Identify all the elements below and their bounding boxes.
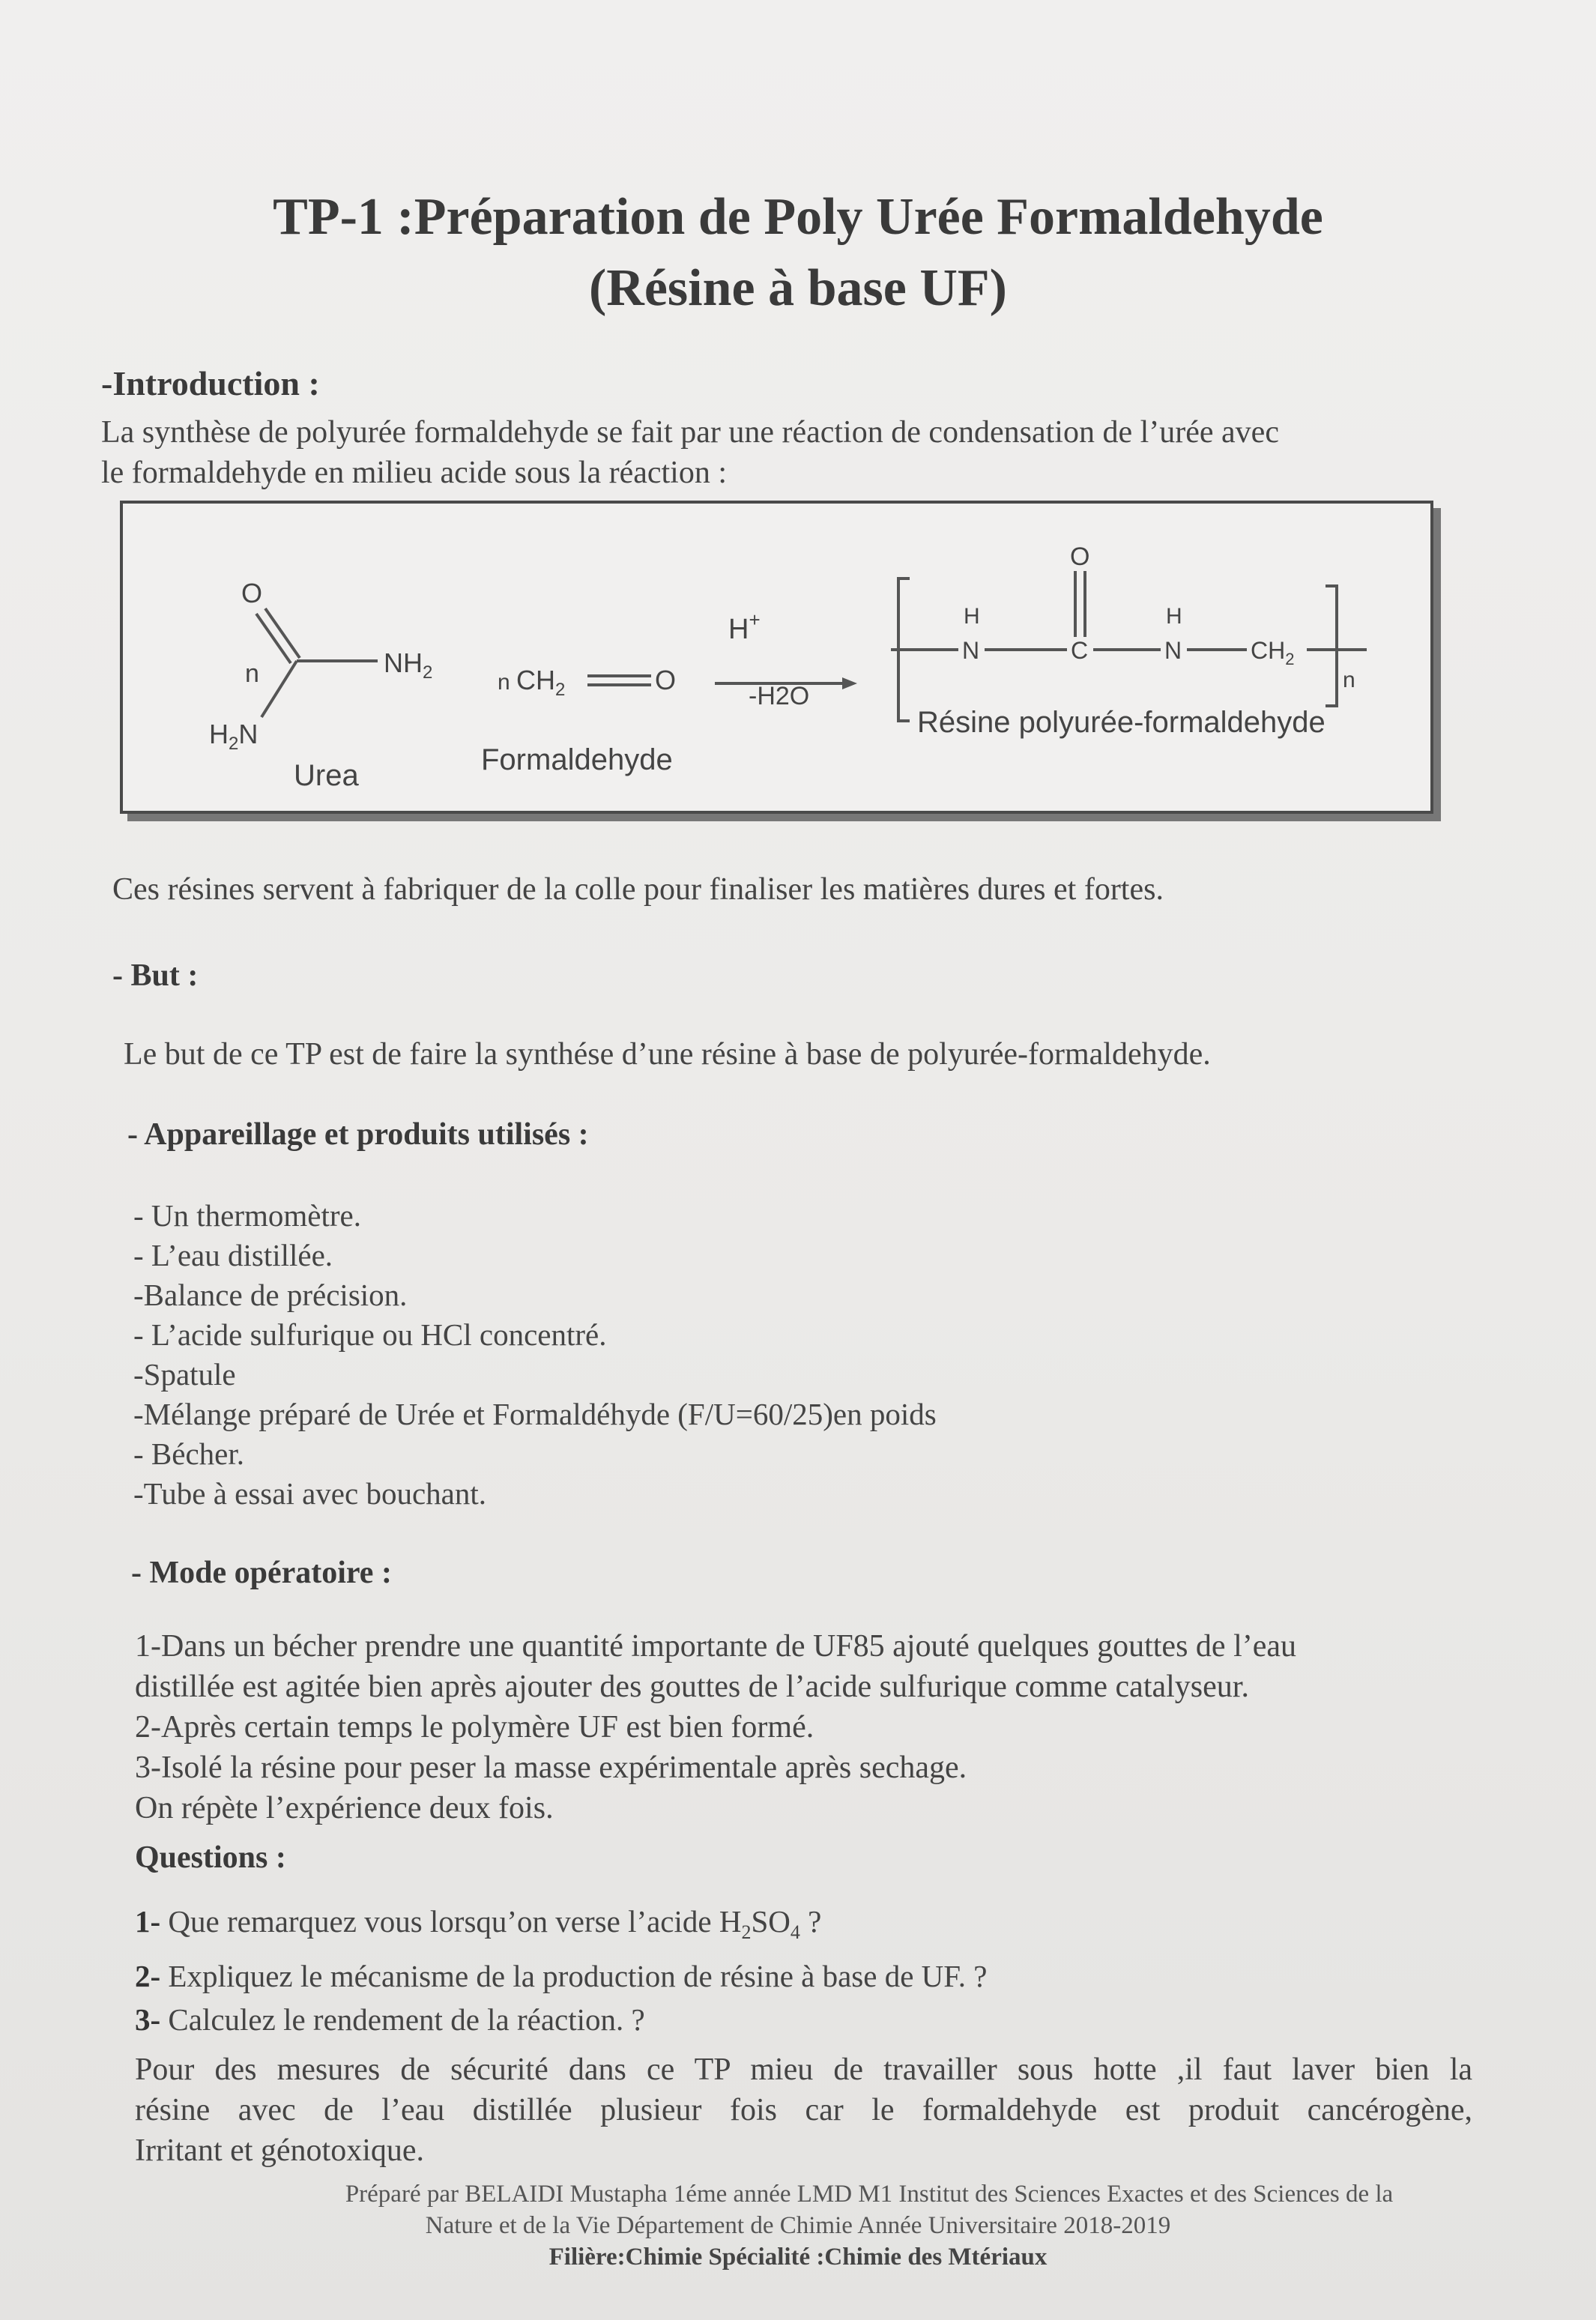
formaldehyde-ch2: $CH_2$: [516, 665, 566, 700]
urea-structure: [209, 578, 432, 792]
introduction-line-1: La synthèse de polyurée formaldehyde se fait par une réaction de condensation de l’urée avec: [101, 415, 1279, 450]
product-ch2: $CH_2$: [1251, 637, 1295, 668]
formaldehyde-oxygen: O: [655, 665, 677, 695]
mode-line: On répète l’expérience deux fois.: [135, 1791, 554, 1825]
formaldehyde-label: Formaldehyde: [481, 743, 673, 776]
list-item: -Mélange préparé de Urée et Formaldéhyde (F/U=60/25)en poids: [133, 1397, 937, 1431]
mode-text: [135, 1626, 1296, 1828]
mode-line: 2-Après certain temps le polymère UF est bien formé.: [135, 1710, 814, 1744]
list-item: - L’eau distillée.: [133, 1238, 333, 1272]
list-item: -Tube à essai avec bouchant.: [133, 1476, 486, 1511]
formaldehyde-structure: [481, 665, 676, 776]
urea-oxygen: O: [241, 578, 263, 608]
securite-line-2: résine avec de l’eau distillée plusieur fois car le formaldehyde est produit cancérogène,: [135, 2093, 1472, 2127]
footer-line-2: Nature et de la Vie Département de Chimie Année Universitaire 2018-2019: [425, 2212, 1171, 2239]
questions-heading: Questions :: [135, 1840, 286, 1875]
urea-n-coefficient: n: [245, 659, 259, 688]
footer-line-3: Filière:Chimie Spécialité :Chimie des Mtériaux: [548, 2244, 1048, 2271]
usage-text: Ces résines servent à fabriquer de la colle pour finaliser les matières dures et fortes.: [112, 872, 1164, 907]
list-item: - Bécher.: [133, 1437, 244, 1471]
question-item: 3- Calculez le rendement de la réaction. ?: [135, 2002, 645, 2037]
questions-list: [135, 1900, 987, 2041]
reaction-scheme: [123, 504, 1430, 811]
appareillage-heading: - Appareillage et produits utilisés :: [127, 1117, 589, 1152]
product-n1: N: [962, 637, 980, 664]
urea-label: Urea: [294, 759, 359, 792]
mode-line: 1-Dans un bécher prendre une quantité importante de UF85 ajouté quelques gouttes de l’eau: [135, 1629, 1297, 1664]
list-item: -Balance de précision.: [133, 1278, 408, 1312]
list-item: - Un thermomètre.: [133, 1198, 361, 1233]
appareillage-list: [133, 1196, 937, 1514]
list-item: - L’acide sulfurique ou HCl concentré.: [133, 1317, 607, 1352]
mode-line: distillée est agitée bien après ajouter des gouttes de l’acide sulfurique comme catalyseur.: [135, 1670, 1249, 1704]
byproduct-label: -H2O: [749, 682, 810, 710]
product-h2: H: [1166, 604, 1182, 629]
question-item: 2- Expliquez le mécanisme de la production de résine à base de UF. ?: [135, 1959, 988, 1994]
urea-nh2: $NH_2$: [384, 647, 433, 683]
formaldehyde-n-coefficient: n: [498, 670, 510, 695]
product-label: Résine polyurée-formaldehyde: [917, 706, 1326, 739]
introduction-heading: -Introduction :: [101, 364, 320, 402]
page-subtitle: (Résine à base UF): [589, 259, 1007, 317]
product-oxygen: O: [1070, 543, 1090, 571]
mode-heading: - Mode opératoire :: [131, 1556, 392, 1590]
but-text: Le but de ce TP est de faire la synthése d’une résine à base de polyurée-formaldehyde.: [124, 1037, 1211, 1072]
page-title: TP-1 :Préparation de Poly Urée Formaldehyde: [273, 188, 1323, 246]
product-structure: [891, 543, 1367, 739]
product-n2: N: [1164, 637, 1182, 664]
product-c: C: [1071, 637, 1089, 664]
securite-line-3: Irritant et génotoxique.: [135, 2133, 425, 2168]
introduction-line-2: le formaldehyde en milieu acide sous la réaction :: [101, 456, 728, 490]
product-h1: H: [964, 604, 980, 629]
mode-line: 3-Isolé la résine pour peser la masse expérimentale après sechage.: [135, 1750, 967, 1785]
catalyst-label: H+: [728, 608, 761, 645]
but-heading: - But :: [112, 958, 199, 993]
urea-h2n: $H_2N$: [209, 719, 259, 754]
list-item: -Spatule: [133, 1357, 236, 1392]
question-item: 1- Que remarquez vous lorsqu’on verse l’acide $H_2SO_4$ ?: [135, 1904, 822, 1944]
reaction-scheme-box: [120, 501, 1433, 814]
reaction-arrow: [715, 608, 857, 710]
footer-line-1: Préparé par BELAIDI Mustapha 1éme année LMD M1 Institut des Sciences Exactes et des Sciences de la: [345, 2181, 1394, 2208]
securite-line-1: Pour des mesures de sécurité dans ce TP mieu de travailler sous hotte ,il faut laver bien la: [135, 2052, 1472, 2087]
product-n-subscript: n: [1343, 668, 1355, 692]
